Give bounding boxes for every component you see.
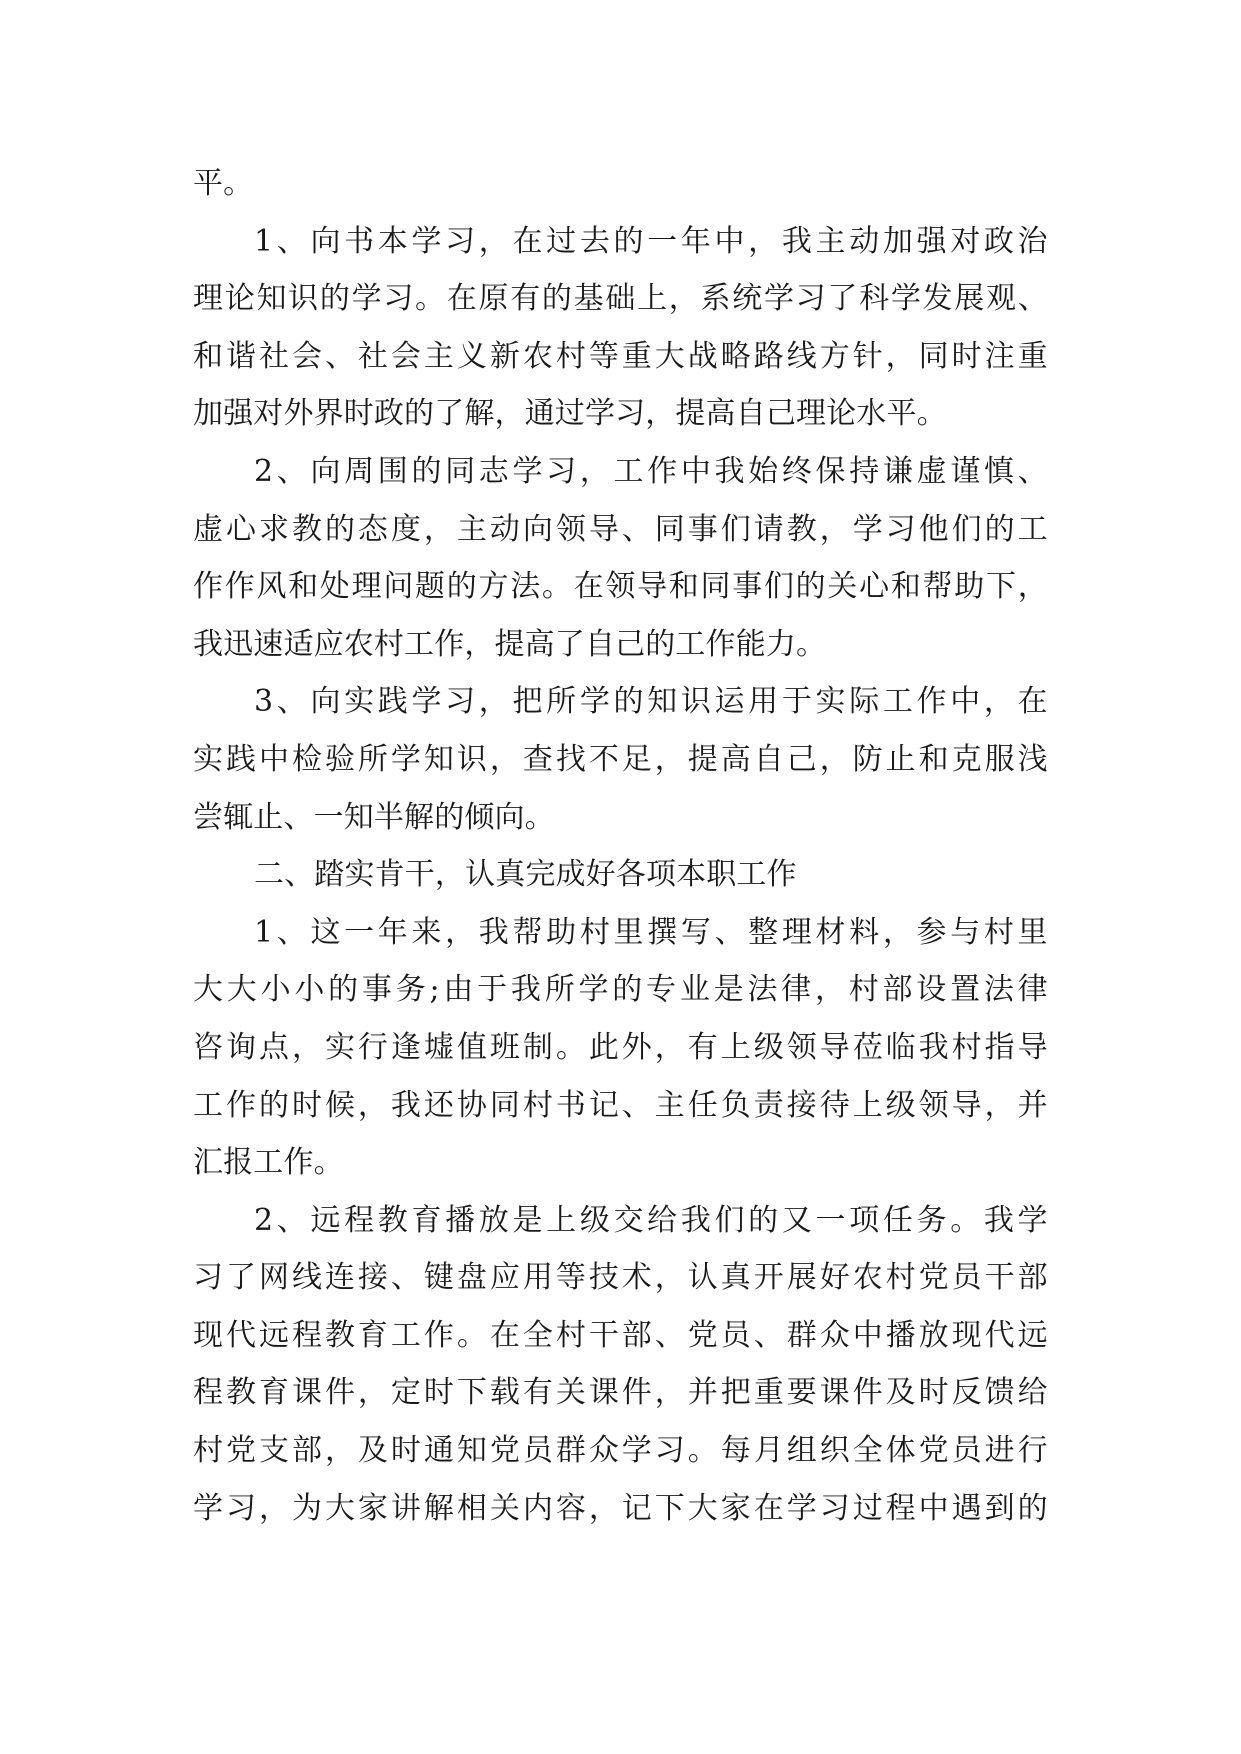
- text-line: 2 、 远 程 教 育 播 放 是 上 级 交 给 我 们 的 又 一 项 任 务 。 我 学: [254, 1202, 1048, 1238]
- text-line: 理 论 知 识 的 学 习 。 在 原 有 的 基 础 上 ， 系 统 学 习 了 科 学 发 展 观 、: [193, 281, 1048, 317]
- text-line: 尝辄止、一知半解的倾向。: [193, 799, 555, 835]
- body-text: [193, 155, 1048, 1537]
- text-line: 汇报工作。: [193, 1145, 344, 1181]
- text-line: 工 作 的 时 候 ， 我 还 协 同 村 书 记 、 主 任 负 责 接 待 上 级 领 导 ， 并: [193, 1087, 1048, 1123]
- text-line: 2 、 向 周 围 的 同 志 学 习 ， 工 作 中 我 始 终 保 持 谦 虚 谨 慎 、: [254, 453, 1048, 489]
- text-line: 大 大 小 小 的 事 务 ; 由 于 我 所 学 的 专 业 是 法 律 ， 村 部 设 置 法 律: [193, 972, 1048, 1008]
- text-line: 实 践 中 检 验 所 学 知 识 ， 查 找 不 足 ， 提 高 自 己 ， 防 止 和 克 服 浅: [193, 741, 1048, 777]
- text-line: 村 党 支 部 ， 及 时 通 知 党 员 群 众 学 习 。 每 月 组 织 全 体 党 员 进 行: [193, 1433, 1048, 1469]
- text-line: 习 了 网 线 连 接 、 键 盘 应 用 等 技 术 ， 认 真 开 展 好 农 村 党 员 干 部: [193, 1260, 1048, 1296]
- text-line: 程 教 育 课 件 ， 定 时 下 载 有 关 课 件 ， 并 把 重 要 课 件 及 时 反 馈 给: [193, 1375, 1048, 1411]
- text-line: 学 习 ， 为 大 家 讲 解 相 关 内 容 ， 记 下 大 家 在 学 习 过 程 中 遇 到 的: [193, 1490, 1048, 1526]
- text-line: 现 代 远 程 教 育 工 作 。 在 全 村 干 部 、 党 员 、 群 众 中 播 放 现 代 远: [193, 1317, 1048, 1353]
- text-line: 1 、 向 书 本 学 习 ， 在 过 去 的 一 年 中 ， 我 主 动 加 强 对 政 治: [254, 223, 1048, 259]
- text-line: 平。: [193, 166, 254, 201]
- text-line: 咨 询 点 ， 实 行 逢 墟 值 班 制 。 此 外 ， 有 上 级 领 导 莅 临 我 村 指 导: [193, 1029, 1048, 1065]
- text-line: 1 、 这 一 年 来 ， 我 帮 助 村 里 撰 写 、 整 理 材 料 ， 参 与 村 里: [254, 914, 1048, 950]
- text-line: 作 作 风 和 处 理 问 题 的 方 法 。 在 领 导 和 同 事 们 的 关 心 和 帮 助 下 ，: [193, 569, 1048, 605]
- text-line: 3 、 向 实 践 学 习 ， 把 所 学 的 知 识 运 用 于 实 际 工 作 中 ， 在: [254, 684, 1048, 720]
- text-line: 加强对外界时政的了解，通过学习，提高自己理论水平。: [193, 396, 947, 432]
- text-line: 虚 心 求 教 的 态 度 ， 主 动 向 领 导 、 同 事 们 请 教 ， 学 习 他 们 的 工: [193, 511, 1048, 547]
- text-line: 我迅速适应农村工作，提高了自己的工作能力。: [193, 626, 827, 662]
- text-line: 二、踏实肯干，认真完成好各项本职工作: [254, 857, 797, 893]
- text-line: 和 谐 社 会 、 社 会 主 义 新 农 村 等 重 大 战 略 路 线 方 针 ， 同 时 注 重: [193, 338, 1048, 374]
